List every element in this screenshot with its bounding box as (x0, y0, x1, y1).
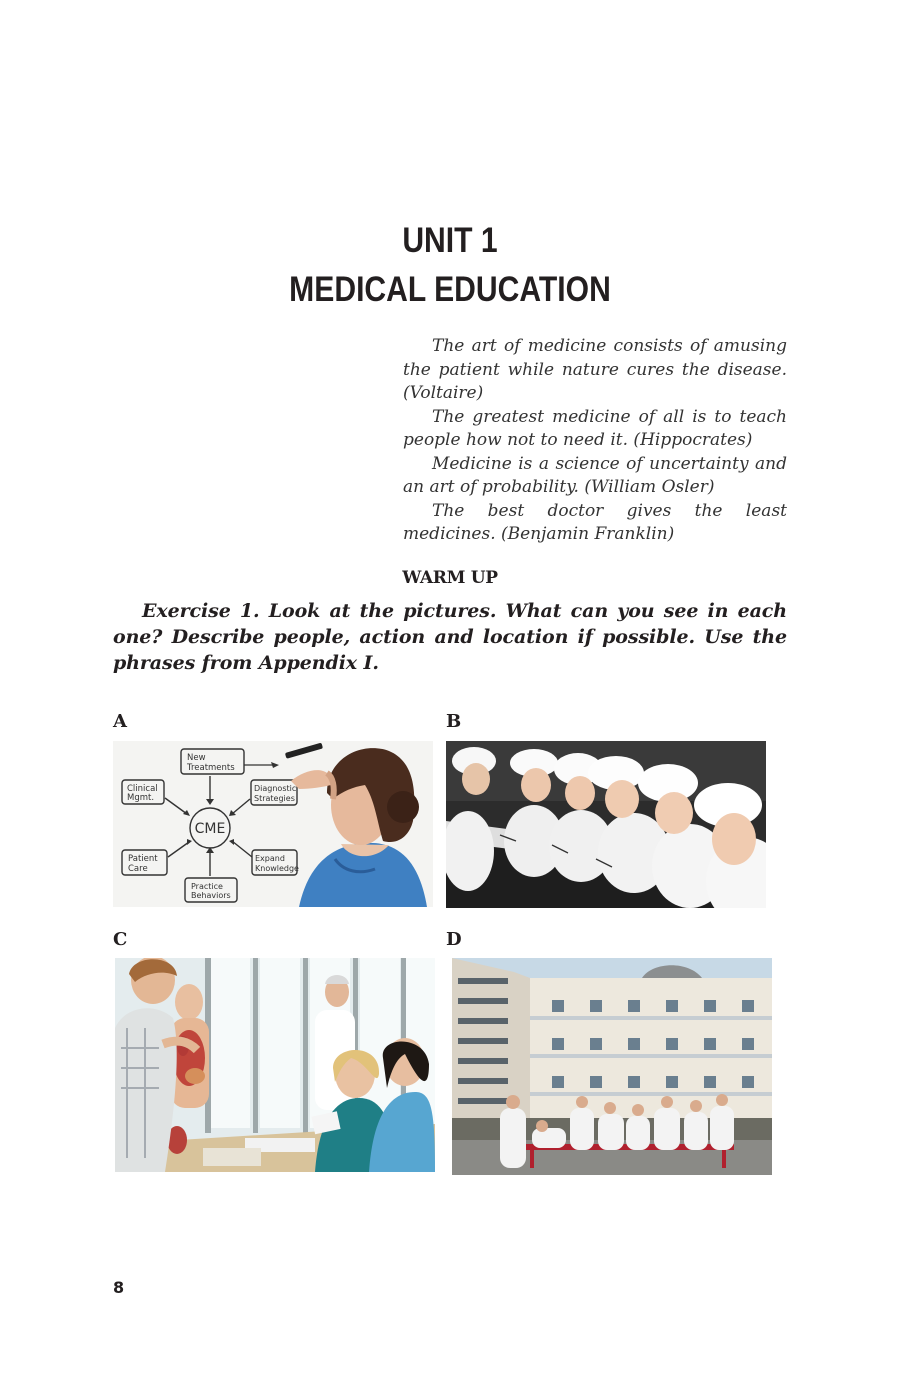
picture-label-b: B (446, 711, 462, 732)
picture-d (452, 958, 772, 1175)
diagram-box-text: Practice (191, 882, 223, 891)
epigraph-author: Voltaire (409, 383, 477, 403)
epigraph: The greatest medicine of all is to teach people how not to need it. (Hippocrates) (403, 406, 787, 450)
unit-heading (63, 216, 837, 314)
picture-a (113, 741, 433, 907)
diagram-box-text: Treatments (187, 763, 235, 773)
diagram-box-text: Mgmt. (127, 793, 155, 803)
diagram-box-text: Patient (128, 854, 158, 864)
epigraph: The art of medicine consists of amusing the patient while nature cures the disease. (Voltaire) (403, 336, 787, 403)
diagram-box-text: Clinical (127, 784, 158, 794)
epigraph-author: Benjamin Franklin (507, 524, 668, 544)
diagram-box-text: Diagnostic (254, 784, 297, 793)
page-number: 8 (113, 1278, 125, 1297)
epigraph: The best doctor gives the least medicines. (Benjamin Franklin) (403, 500, 787, 544)
diagram-box-text: New (187, 753, 206, 763)
diagram-box-text: Strategies (254, 794, 295, 803)
picture-c (115, 958, 435, 1172)
epigraphs (403, 335, 787, 547)
epigraph-quote: Medicine is a science of uncertainty and an art of probability. (403, 453, 787, 497)
epigraph-author: Hippocrates (640, 430, 746, 450)
epigraph-quote: The art of medicine consists of amusing the patient while nature cures the disease. (403, 336, 787, 380)
students-in-lecture-photo (446, 741, 766, 908)
epigraph-quote: The greatest medicine of all is to teach people how not to need it. (403, 406, 787, 450)
epigraph-quote: The best doctor gives the least medicines. (403, 500, 787, 544)
picture-b (446, 741, 766, 908)
classroom-anatomy-photo (115, 958, 435, 1172)
unit-number: UNIT 1 (402, 221, 498, 260)
diagram-center-label: CME (194, 821, 226, 837)
diagram-box-text: Behaviors (191, 891, 231, 900)
university-building-group-photo (452, 958, 772, 1175)
picture-label-a: A (113, 711, 127, 732)
picture-label-c: C (113, 929, 128, 950)
picture-label-d: D (446, 929, 462, 950)
diagram-box-text: Expand (255, 854, 285, 863)
section-heading: WARM UP (402, 568, 498, 588)
epigraph: Medicine is a science of uncertainty and an art of probability. (William Osler) (403, 453, 787, 497)
diagram-box-text: Care (128, 864, 148, 874)
epigraph-author: William Osler (591, 477, 708, 497)
cme-whiteboard-illustration (113, 741, 433, 907)
unit-title: MEDICAL EDUCATION (289, 270, 611, 309)
exercise-instruction: Exercise 1. Look at the pictures. What can you see in each one? Describe people, action and location if possible. Use the phrases from Appendix I. (113, 600, 787, 674)
diagram-box-text: Knowledge (255, 864, 299, 873)
